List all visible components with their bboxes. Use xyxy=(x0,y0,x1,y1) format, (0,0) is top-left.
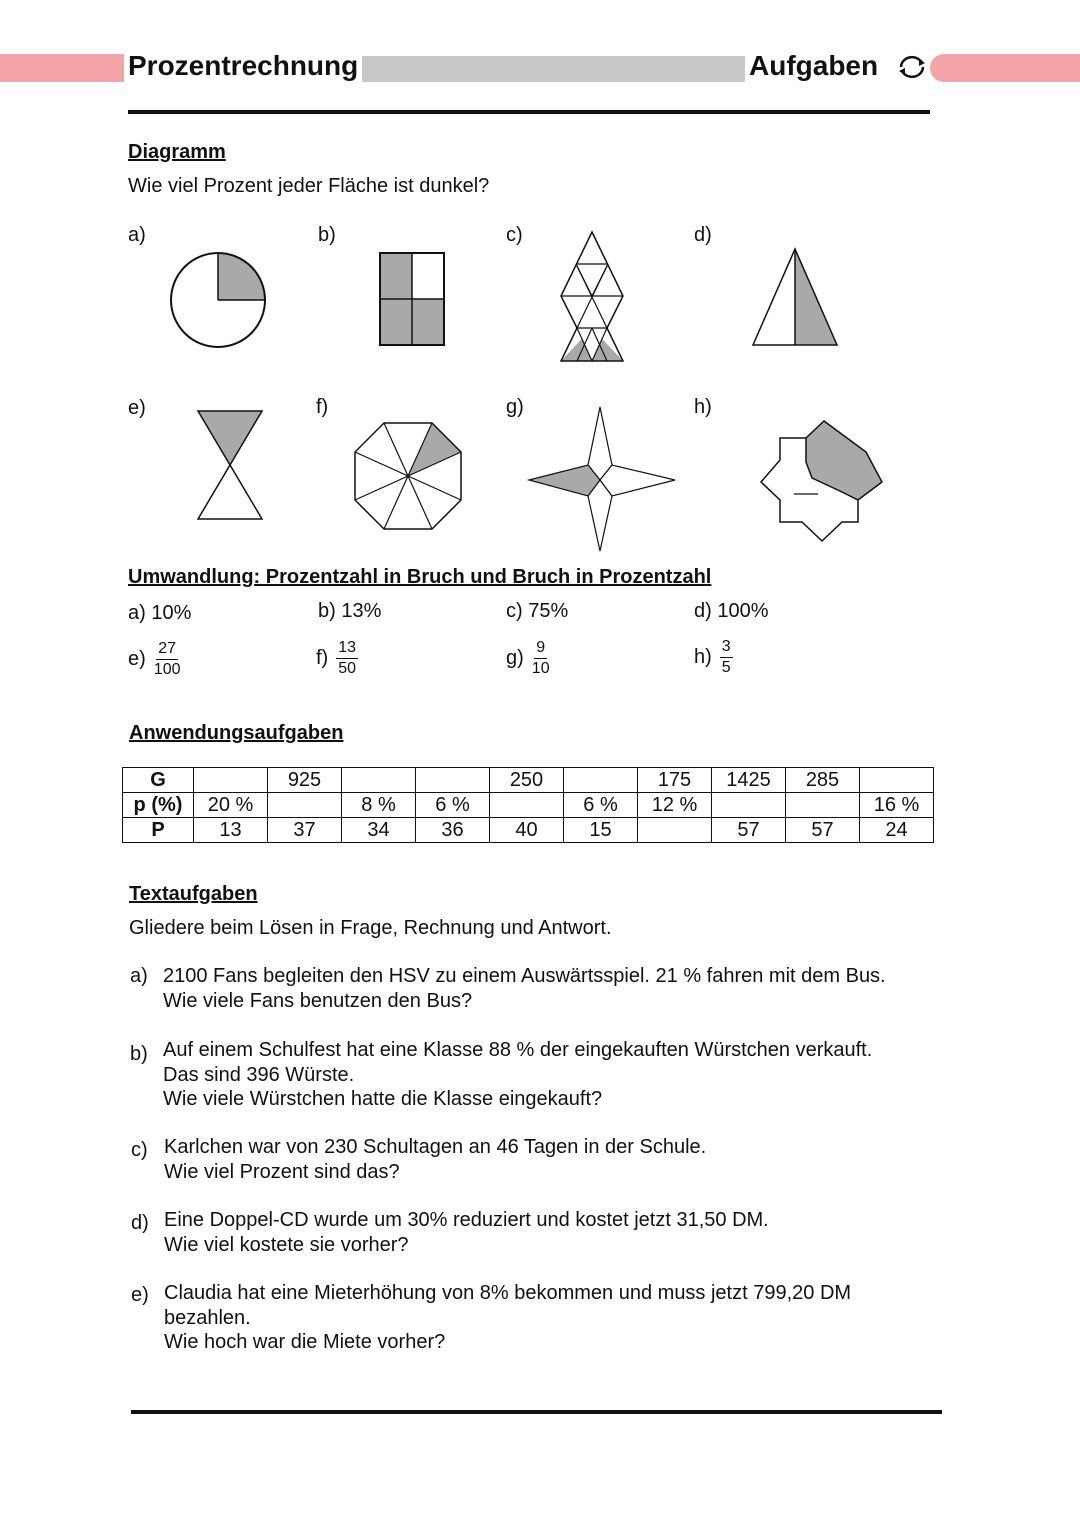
percent-item-a: a) 10% xyxy=(128,602,192,624)
figure-label-e: e) xyxy=(128,397,146,419)
percent-table xyxy=(122,767,934,843)
fraction-denominator: 5 xyxy=(721,659,731,676)
table-cell: 6 % xyxy=(564,793,638,818)
header-band-right xyxy=(930,54,1080,82)
task-line: Karlchen war von 230 Schultagen an 46 Tagen in der Schule. xyxy=(164,1136,707,1158)
fraction-label: g) xyxy=(506,647,524,669)
table-cell: P xyxy=(123,818,194,843)
table-row-g xyxy=(123,768,934,793)
table-cell xyxy=(860,768,934,793)
task-line: Das sind 396 Würste. xyxy=(163,1064,355,1086)
figure-e-hourglass xyxy=(196,408,264,522)
table-row-p xyxy=(123,818,934,843)
percent-item-c: c) 75% xyxy=(506,600,569,622)
task-line: Wie viele Fans benutzen den Bus? xyxy=(163,990,473,1012)
figure-h-shape xyxy=(758,418,886,544)
fraction-numerator: 13 xyxy=(336,639,358,659)
table-cell: 57 xyxy=(712,818,786,843)
figure-a-circle xyxy=(168,250,268,350)
table-cell: 8 % xyxy=(342,793,416,818)
table-cell: 1425 xyxy=(712,768,786,793)
task-line: Auf einem Schulfest hat eine Klasse 88 % der eingekauften Würstchen verkauft. xyxy=(163,1039,873,1061)
table-cell xyxy=(268,793,342,818)
figure-label-a: a) xyxy=(128,224,146,246)
figure-b-square xyxy=(378,251,446,347)
table-cell: 285 xyxy=(786,768,860,793)
figure-f-octagon xyxy=(350,418,466,534)
task-line: Wie viel kostete sie vorher? xyxy=(164,1234,409,1256)
fraction-denominator: 100 xyxy=(153,661,181,678)
table-cell: 57 xyxy=(786,818,860,843)
task-line: bezahlen. xyxy=(164,1307,251,1329)
fraction-numerator: 9 xyxy=(534,639,547,659)
figure-d-triangle xyxy=(750,246,840,348)
circular-arrows-icon xyxy=(895,52,929,82)
task-key: b) xyxy=(130,1043,148,1065)
table-cell: G xyxy=(123,768,194,793)
table-cell xyxy=(416,768,490,793)
table-cell xyxy=(564,768,638,793)
task-key: e) xyxy=(131,1284,149,1306)
figure-label-h: h) xyxy=(694,396,712,418)
header-rule xyxy=(128,110,930,114)
fraction-denominator: 50 xyxy=(338,660,357,677)
table-cell: 20 % xyxy=(194,793,268,818)
diagramm-question: Wie viel Prozent jeder Fläche ist dunkel? xyxy=(128,175,490,197)
textaufgaben-intro: Gliedere beim Lösen in Frage, Rechnung und Antwort. xyxy=(129,917,612,939)
footer-rule xyxy=(131,1410,942,1414)
fraction-item-h xyxy=(694,638,733,677)
task-c xyxy=(131,1135,951,1185)
table-cell: 16 % xyxy=(860,793,934,818)
table-cell xyxy=(712,793,786,818)
task-line: Wie viel Prozent sind das? xyxy=(164,1161,400,1183)
table-cell: 24 xyxy=(860,818,934,843)
diagramm-heading: Diagramm xyxy=(128,141,226,163)
table-cell: 12 % xyxy=(638,793,712,818)
header-band-left xyxy=(0,54,130,82)
task-d xyxy=(131,1208,951,1258)
textaufgaben-heading: Textaufgaben xyxy=(129,883,258,905)
figure-label-d: d) xyxy=(694,224,712,246)
table-cell: 15 xyxy=(564,818,638,843)
table-cell: p (%) xyxy=(123,793,194,818)
fraction-label: h) xyxy=(694,646,712,668)
table-row-p-percent xyxy=(123,793,934,818)
fraction-label: e) xyxy=(128,648,146,670)
table-cell: 175 xyxy=(638,768,712,793)
table-cell: 37 xyxy=(268,818,342,843)
table-cell xyxy=(786,793,860,818)
page-title: Prozentrechnung xyxy=(124,50,362,82)
table-cell: 6 % xyxy=(416,793,490,818)
table-cell xyxy=(638,818,712,843)
header-band-middle xyxy=(360,56,760,82)
table-cell xyxy=(194,768,268,793)
task-key: c) xyxy=(131,1139,148,1161)
fraction-denominator: 10 xyxy=(531,660,550,677)
figure-g-star xyxy=(526,404,678,554)
table-cell xyxy=(342,768,416,793)
figure-label-b: b) xyxy=(318,224,336,246)
table-cell: 34 xyxy=(342,818,416,843)
table-cell: 40 xyxy=(490,818,564,843)
task-e xyxy=(131,1281,951,1356)
table-cell xyxy=(490,793,564,818)
fraction-label: f) xyxy=(316,647,329,669)
figure-label-g: g) xyxy=(506,396,524,418)
fraction-numerator: 27 xyxy=(156,640,178,660)
figure-label-f: f) xyxy=(316,396,329,418)
task-line: 2100 Fans begleiten den HSV zu einem Auswärtsspiel. 21 % fahren mit dem Bus. xyxy=(163,965,886,987)
task-key: d) xyxy=(131,1212,149,1234)
figure-label-c: c) xyxy=(506,224,523,246)
task-key: a) xyxy=(130,965,148,987)
fraction-item-e xyxy=(128,640,181,679)
percent-item-b: b) 13% xyxy=(318,600,382,622)
task-line: Eine Doppel-CD wurde um 30% reduziert und kostet jetzt 31,50 DM. xyxy=(164,1209,769,1231)
task-a xyxy=(130,964,950,1014)
fraction-item-f xyxy=(316,639,358,678)
task-b xyxy=(130,1038,950,1113)
table-cell: 13 xyxy=(194,818,268,843)
table-cell: 250 xyxy=(490,768,564,793)
anwendung-heading: Anwendungsaufgaben xyxy=(129,722,344,744)
table-cell: 36 xyxy=(416,818,490,843)
fraction-item-g xyxy=(506,639,550,678)
fraction-numerator: 3 xyxy=(720,638,733,658)
umwandlung-heading: Umwandlung: Prozentzahl in Bruch und Bruch in Prozentzahl xyxy=(128,566,712,588)
task-line: Claudia hat eine Mieterhöhung von 8% bekommen und muss jetzt 799,20 DM xyxy=(164,1282,852,1304)
task-line: Wie viele Würstchen hatte die Klasse eingekauft? xyxy=(163,1088,603,1110)
percent-item-d: d) 100% xyxy=(694,600,769,622)
task-line: Wie hoch war die Miete vorher? xyxy=(164,1331,446,1353)
header-right-title: Aufgaben xyxy=(745,50,882,82)
figure-c-triangles xyxy=(558,230,626,364)
table-cell: 925 xyxy=(268,768,342,793)
